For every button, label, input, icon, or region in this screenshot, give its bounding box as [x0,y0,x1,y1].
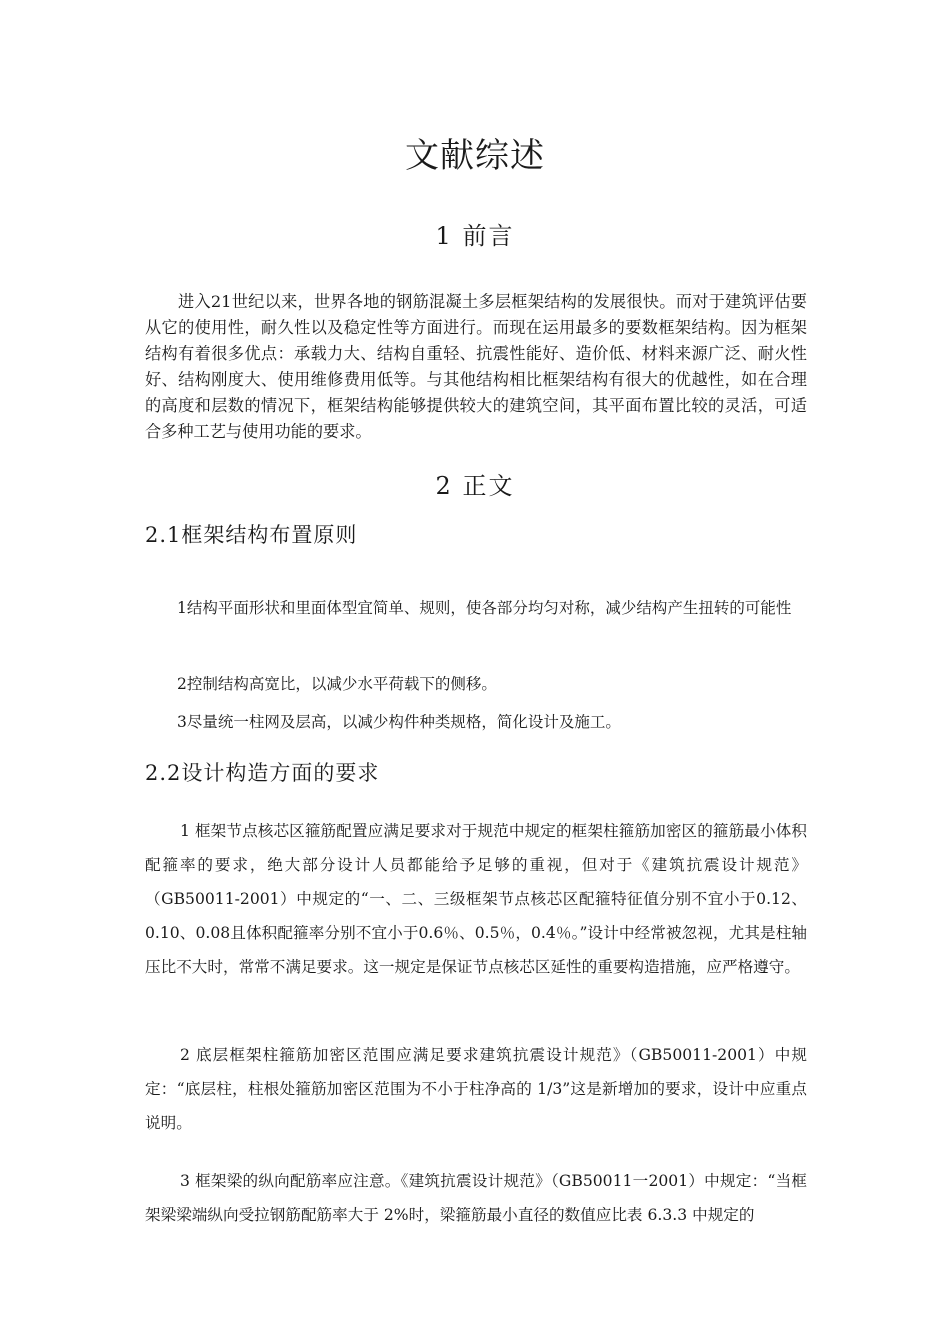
preface-paragraph: 进入21世纪以来，世界各地的钢筋混凝土多层框架结构的发展很快。而对于建筑评估要从它的使用性，耐久性以及稳定性等方面进行。而现在运用最多的要数框架结构。因为框架结构有着很多优点：承载力大、结构自重轻、抗震性能好、造价低、材料来源广泛、耐火性好、结构刚度大、使用维修费用低等。与其他结构相比框架结构有很大的优越性，如在合理的高度和层数的情况下，框架结构能够提供较大的建筑空间，其平面布置比较的灵活，可适合多种工艺与使用功能的要求。 [145,292,807,441]
requirement-paragraph-2: 2 底层框架柱箍筋加密区范围应满足要求建筑抗震设计规范》（GB50011-2001）中规定：“底层柱，柱根处箍筋加密区范围为不小于柱净高的 1/3”这是新增加的要求，设计中应重点说明。 [145,1046,807,1132]
section-heading-preface: 1 前言 [435,222,515,250]
list-item: 2控制结构高宽比，以减少水平荷载下的侧移。 [177,675,497,693]
list-item: 1结构平面形状和里面体型宜简单、规则，使各部分均匀对称，减少结构产生扭转的可能性 [177,599,792,617]
requirement-paragraph-1: 1 框架节点核芯区箍筋配置应满足要求对于规范中规定的框架柱箍筋加密区的箍筋最小体积配箍率的要求，绝大部分设计人员都能给予足够的重视，但对于《建筑抗震设计规范》（GB50011-2001）中规定的“一、二、三级框架节点核芯区配箍特征值分别不宜小于0.12、0.10、0.08且体积配箍率分别不宜小于0.6％、0.5％，0.4％。”设计中经常被忽视，尤其是柱轴压比不大时，常常不满足要求。这一规定是保证节点核芯区延性的重要构造措施，应严格遵守。 [145,822,807,976]
subsection-heading-2-1: 2.1框架结构布置原则 [145,523,358,547]
requirement-paragraph-3: 3 框架梁的纵向配筋率应注意。《建筑抗震设计规范》（GB50011一2001）中规定：“当框架梁梁端纵向受拉钢筋配筋率大于 2%时，梁箍筋最小直径的数值应比表 6.3.3 中规定的 [145,1172,807,1224]
list-item: 3尽量统一柱网及层高，以减少构件种类规格，简化设计及施工。 [177,713,621,731]
document-title: 文献综述 [405,136,545,176]
subsection-heading-2-2: 2.2设计构造方面的要求 [145,761,380,785]
section-heading-body: 2 正文 [435,472,515,500]
